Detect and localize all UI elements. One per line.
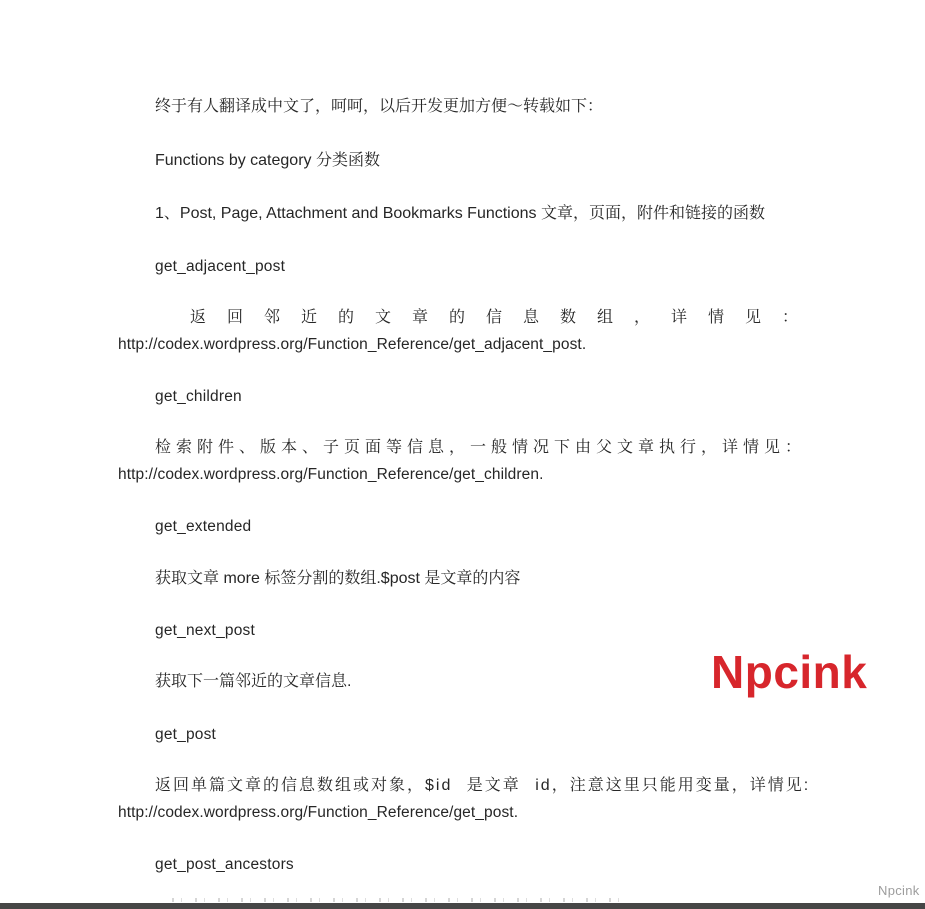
npcink-watermark: Npcink [711, 646, 868, 698]
bottom-bar [0, 903, 925, 909]
function-url: http://codex.wordpress.org/Function_Reference/get_adjacent_post. [118, 336, 587, 353]
function-name: get_post_ancestors [155, 856, 294, 873]
function-name: get_adjacent_post [155, 258, 286, 275]
section1-heading: 1、Post, Page, Attachment and Bookmarks Functions 文章，页面，附件和链接的函数 [155, 205, 765, 222]
intro-paragraph: 终于有人翻译成中文了，呵呵，以后开发更加方便～转载如下： [155, 98, 604, 115]
function-description: 获取下一篇邻近的文章信息. [155, 673, 352, 690]
category-heading: Functions by category 分类函数 [155, 152, 380, 169]
function-url: http://codex.wordpress.org/Function_Reference/get_post. [118, 804, 519, 821]
npcink-watermark-small: Npcink [878, 883, 920, 898]
function-url: http://codex.wordpress.org/Function_Reference/get_children. [118, 466, 544, 483]
function-name: get_extended [155, 518, 252, 535]
function-description: 获取文章 more 标签分割的数组.$post 是文章的内容 [155, 570, 521, 587]
function-description: 检索附件、版本、子页面等信息，一般情况下由父文章执行，详情见： [155, 439, 807, 456]
function-description: 返回单篇文章的信息数组或对象，$id 是文章 id，注意这里只能用变量，详情见: [155, 777, 811, 794]
function-name: get_children [155, 388, 242, 405]
function-name: get_next_post [155, 622, 255, 639]
function-description: 返回邻近的文章的信息数组，详情见： [190, 309, 820, 326]
clipped-next-line-artifact [172, 898, 622, 902]
function-name: get_post [155, 726, 217, 743]
